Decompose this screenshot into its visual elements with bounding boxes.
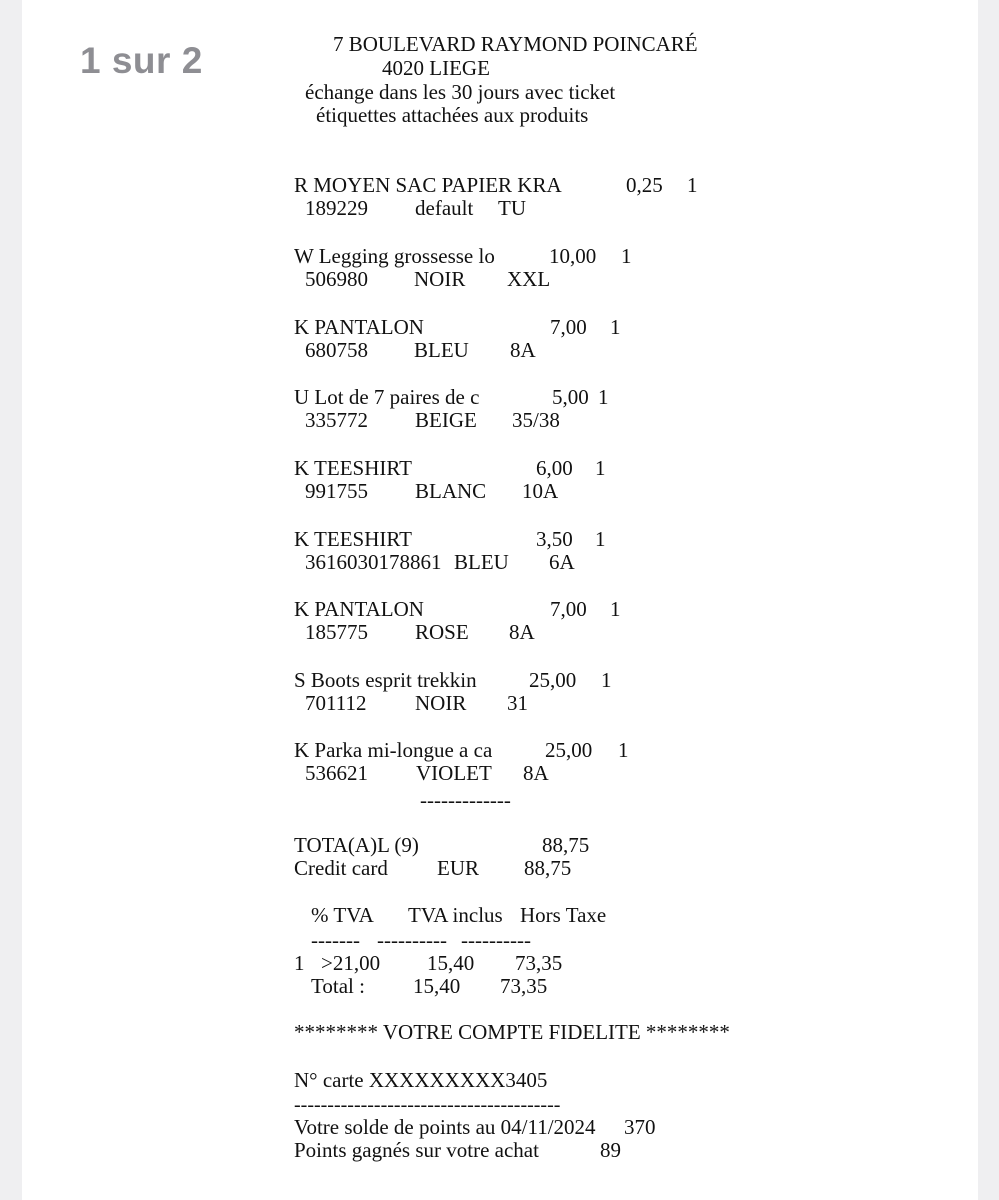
points-earned-label: Points gagnés sur votre achat [294,1138,539,1162]
tva-row-included: 15,40 [427,951,475,975]
item-size: 8A [523,761,549,785]
item-quantity: 1 [621,244,632,268]
item-color: ROSE [415,620,469,644]
item-reference: 991755 [305,479,368,503]
item-reference: 3616030178861 [305,550,442,574]
tva-row-ht: 73,35 [515,951,563,975]
item-name: U Lot de 7 paires de c [294,385,480,409]
item-price: 25,00 [545,738,593,762]
item-name: K PANTALON [294,315,424,339]
tva-row-rate: >21,00 [321,951,381,975]
item-name: K TEESHIRT [294,527,412,551]
item-reference: 185775 [305,620,368,644]
item-price: 6,00 [536,456,573,480]
item-quantity: 1 [595,527,606,551]
items-separator: ------------- [420,788,511,812]
item-quantity: 1 [687,173,698,197]
page-indicator: 1 sur 2 [80,40,203,81]
item-price: 7,00 [550,597,587,621]
item-price: 0,25 [626,173,663,197]
tva-sep-rate: ------- [311,928,360,952]
total-label: TOTA(A)L (9) [294,833,419,857]
item-size: 31 [507,691,528,715]
tva-sep-included: ---------- [377,928,447,952]
item-size: XXL [507,267,551,291]
item-size: 8A [509,620,535,644]
exchange-notice: échange dans les 30 jours avec ticket [305,80,616,104]
item-price: 10,00 [549,244,597,268]
points-balance-value: 370 [624,1115,656,1139]
points-earned-value: 89 [600,1138,621,1162]
points-balance-label: Votre solde de points au 04/11/2024 [294,1115,596,1139]
tva-col-ht: Hors Taxe [520,903,607,927]
payment-value: 88,75 [524,856,572,880]
item-size: 8A [510,338,536,362]
tva-total-ht: 73,35 [500,974,548,998]
tva-total-included: 15,40 [413,974,461,998]
tva-sep-ht: ---------- [461,928,531,952]
item-reference: 536621 [305,761,368,785]
item-color: NOIR [415,691,467,715]
item-reference: 701112 [305,691,367,715]
item-quantity: 1 [595,456,606,480]
item-color: NOIR [414,267,466,291]
tva-col-rate: % TVA [311,903,374,927]
item-name: R MOYEN SAC PAPIER KRA [294,173,562,197]
item-name: W Legging grossesse lo [294,244,495,268]
item-color: default [415,196,474,220]
loyalty-banner: ******** VOTRE COMPTE FIDELITE ******** [294,1020,730,1044]
item-reference: 680758 [305,338,368,362]
item-name: K PANTALON [294,597,424,621]
item-price: 25,00 [529,668,577,692]
loyalty-card-number: N° carte XXXXXXXXX3405 [294,1068,548,1092]
item-price: 7,00 [550,315,587,339]
item-name: K Parka mi-longue a ca [294,738,493,762]
payment-currency: EUR [437,856,479,880]
item-quantity: 1 [618,738,629,762]
item-size: 35/38 [512,408,560,432]
labels-notice: étiquettes attachées aux produits [316,103,589,127]
payment-method: Credit card [294,856,388,880]
item-name: S Boots esprit trekkin [294,668,477,692]
item-price: 5,00 [552,385,589,409]
item-color: BLEU [414,338,469,362]
tva-col-included: TVA inclus [408,903,503,927]
item-size: 10A [522,479,559,503]
store-address-street: 7 BOULEVARD RAYMOND POINCARÉ [333,32,698,56]
item-quantity: 1 [598,385,609,409]
item-quantity: 1 [610,315,621,339]
store-address-city: 4020 LIEGE [382,56,490,80]
item-color: VIOLET [416,761,492,785]
item-quantity: 1 [601,668,612,692]
item-reference: 506980 [305,267,368,291]
total-value: 88,75 [542,833,590,857]
tva-row-index: 1 [294,951,305,975]
item-name: K TEESHIRT [294,456,412,480]
item-color: BLANC [415,479,487,503]
item-size: TU [498,196,526,220]
item-quantity: 1 [610,597,621,621]
loyalty-separator: ---------------------------------------- [294,1094,561,1116]
item-color: BLEU [454,550,509,574]
item-price: 3,50 [536,527,573,551]
item-color: BEIGE [415,408,477,432]
item-reference: 189229 [305,196,368,220]
item-reference: 335772 [305,408,368,432]
tva-total-label: Total : [311,974,365,998]
item-size: 6A [549,550,575,574]
